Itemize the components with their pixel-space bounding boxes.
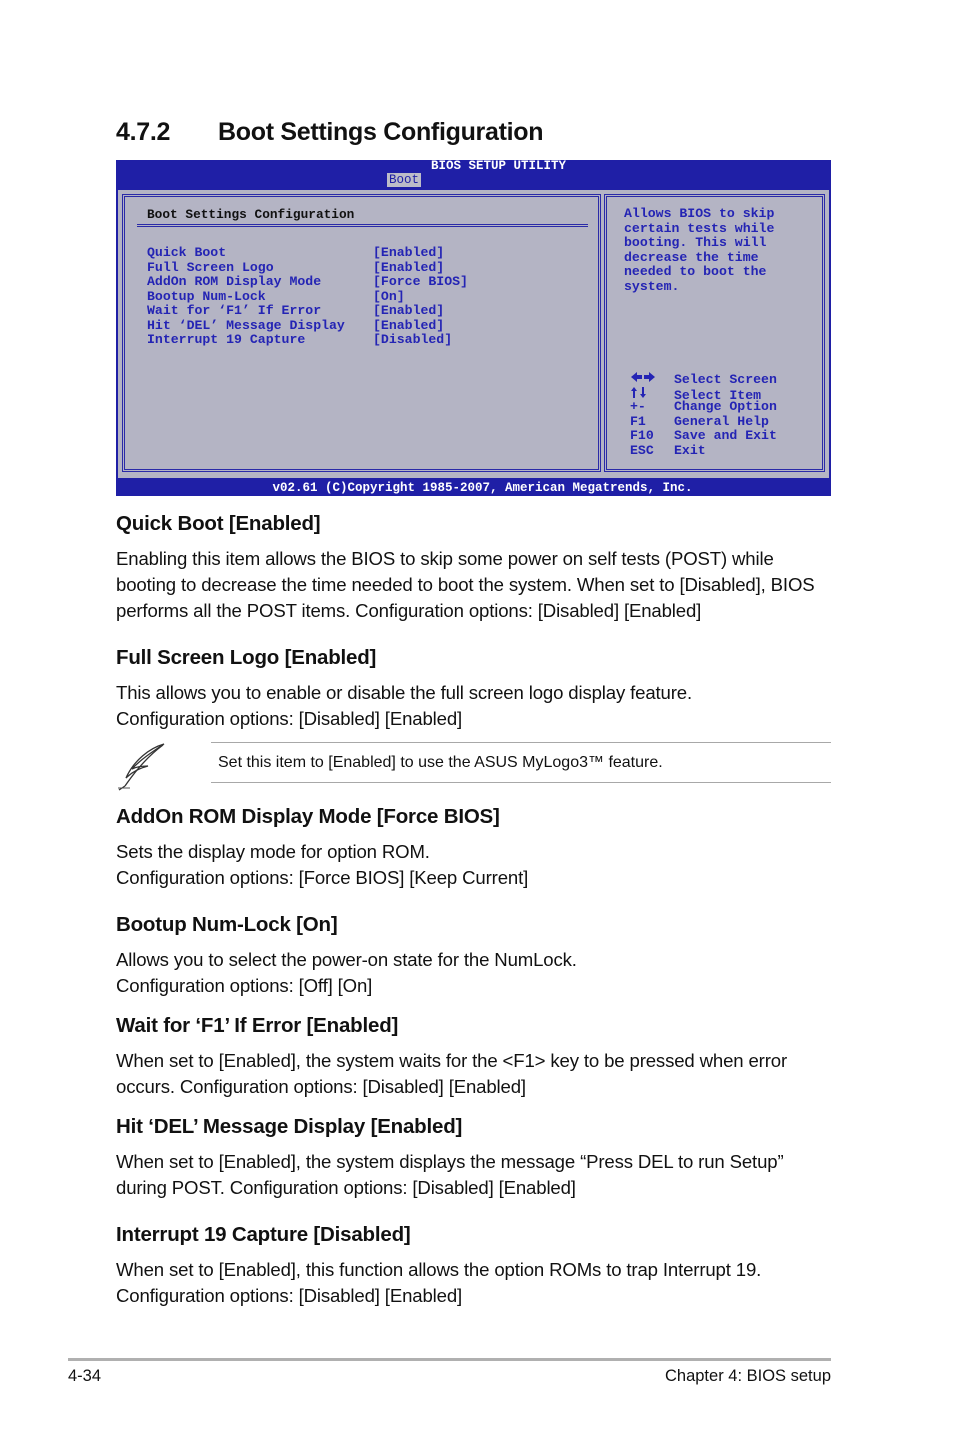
section-heading: Hit ‘DEL’ Message Display [Enabled] bbox=[116, 1115, 463, 1138]
section-heading: AddOn ROM Display Mode [Force BIOS] bbox=[116, 805, 500, 828]
section-full-screen-logo bbox=[116, 646, 836, 732]
bios-header bbox=[116, 160, 831, 188]
section-title-text: Boot Settings Configuration bbox=[218, 118, 544, 146]
bios-item-quick-boot[interactable] bbox=[147, 246, 468, 261]
bios-item-hit-del-message[interactable] bbox=[147, 319, 468, 334]
key-row-change-option bbox=[630, 400, 777, 415]
key-label: F10 bbox=[630, 428, 654, 443]
page-number: 4-34 bbox=[68, 1367, 102, 1385]
bios-item-value: [Enabled] bbox=[373, 259, 445, 275]
section-body: When set to [Enabled], this function allows the option ROMs to trap Interrupt 19. Configuration options: [Disabled] [Enabled] bbox=[116, 1259, 762, 1306]
bios-item-value: [Enabled] bbox=[373, 317, 445, 333]
key-row-select-screen bbox=[630, 371, 777, 386]
bios-item-label: Hit ‘DEL’ Message Display bbox=[147, 317, 345, 333]
bios-item-full-screen-logo[interactable] bbox=[147, 261, 468, 276]
bios-body bbox=[118, 190, 829, 478]
bios-title: BIOS SETUP UTILITY bbox=[430, 159, 567, 173]
bios-item-label: Bootup Num-Lock bbox=[147, 288, 266, 304]
bios-item-list bbox=[147, 246, 468, 348]
section-body: Sets the display mode for option ROM. Configuration options: [Force BIOS] [Keep Current] bbox=[116, 841, 529, 888]
section-heading: Interrupt 19 Capture [Disabled] bbox=[116, 1223, 411, 1246]
section-bootup-num-lock bbox=[116, 913, 836, 999]
section-body: When set to [Enabled], the system waits for the <F1> key to be pressed when error occurs. Configuration options: [Disabled] [Enabled] bbox=[116, 1050, 787, 1097]
footer-rule bbox=[68, 1358, 831, 1361]
section-interrupt-19-capture bbox=[116, 1223, 836, 1309]
bios-item-value: [Enabled] bbox=[373, 303, 445, 318]
section-body: When set to [Enabled], the system displays the message “Press DEL to run Setup” during POST. Configuration options: [Disabled] [Enabled] bbox=[116, 1151, 784, 1198]
bios-item-value: [Disabled] bbox=[373, 332, 453, 347]
key-action: Exit bbox=[674, 442, 706, 458]
note-text: Set this item to [Enabled] to use the ASUS MyLogo3™ feature. bbox=[218, 754, 663, 771]
bios-item-label: Quick Boot bbox=[147, 245, 227, 260]
bios-item-label: Full Screen Logo bbox=[147, 259, 274, 275]
bios-item-label: AddOn ROM Display Mode bbox=[147, 274, 322, 289]
note-rule-bottom bbox=[211, 782, 831, 783]
key-action: General Help bbox=[674, 413, 769, 429]
key-label: F1 bbox=[630, 413, 646, 429]
bios-item-bootup-num-lock[interactable] bbox=[147, 290, 468, 305]
bios-item-label: Wait for ‘F1’ If Error bbox=[147, 303, 322, 318]
section-heading: Quick Boot [Enabled] bbox=[116, 512, 321, 535]
section-wait-for-f1 bbox=[116, 1014, 836, 1100]
bios-item-label: Interrupt 19 Capture bbox=[147, 332, 306, 347]
bios-item-interrupt-19-capture[interactable] bbox=[147, 333, 468, 348]
bios-settings-panel bbox=[122, 194, 601, 472]
key-row-save-exit bbox=[630, 429, 777, 444]
key-action: Change Option bbox=[674, 399, 777, 414]
section-heading: Wait for ‘F1’ If Error [Enabled] bbox=[116, 1014, 399, 1037]
section-heading: Bootup Num-Lock [On] bbox=[116, 913, 338, 936]
section-heading: Full Screen Logo [Enabled] bbox=[116, 646, 377, 669]
bios-item-value: [On] bbox=[373, 288, 405, 304]
section-addon-rom-display-mode bbox=[116, 805, 836, 891]
bios-item-wait-for-f1[interactable] bbox=[147, 304, 468, 319]
key-label: ESC bbox=[630, 442, 654, 458]
bios-screenshot bbox=[116, 160, 831, 496]
bios-tab-boot[interactable]: Boot bbox=[389, 173, 420, 187]
key-label: +- bbox=[630, 399, 646, 414]
section-quick-boot bbox=[116, 512, 836, 624]
bios-footer: v02.61 (C)Copyright 1985-2007, American Megatrends, Inc. bbox=[272, 481, 693, 495]
section-number: 4.7.2 bbox=[116, 118, 171, 146]
section-body: Allows you to select the power-on state for the NumLock. Configuration options: [Off] [On] bbox=[116, 949, 577, 996]
bios-panel-divider bbox=[137, 224, 588, 227]
note-rule-top bbox=[211, 742, 831, 743]
bios-item-value: [Enabled] bbox=[373, 245, 445, 260]
key-row-select-item bbox=[630, 386, 777, 401]
bios-item-value: [Force BIOS] bbox=[373, 274, 468, 289]
section-body: Enabling this item allows the BIOS to skip some power on self tests (POST) while booting to decrease the time needed to boot the system. When set to [Disabled], BIOS performs all the POST items. Configuration options: [Disabled] [Enabled] bbox=[116, 548, 815, 621]
key-action: Select Screen bbox=[674, 372, 777, 387]
bios-help-text: Allows BIOS to skip certain tests while booting. This will decrease the time needed to boot the system. bbox=[624, 206, 775, 294]
section-body: This allows you to enable or disable the full screen logo display feature. Configuration options: [Disabled] [Enabled] bbox=[116, 682, 692, 729]
section-hit-del-message bbox=[116, 1115, 836, 1201]
chapter-label: Chapter 4: BIOS setup bbox=[664, 1367, 831, 1385]
key-row-general-help bbox=[630, 415, 777, 430]
key-action: Select Item bbox=[674, 387, 762, 403]
bios-help-panel bbox=[604, 194, 825, 472]
bios-panel-heading: Boot Settings Configuration bbox=[147, 207, 355, 222]
key-action: Save and Exit bbox=[674, 428, 777, 443]
bios-key-legend bbox=[630, 371, 777, 458]
bios-item-addon-rom-display-mode[interactable] bbox=[147, 275, 468, 290]
note-box bbox=[116, 740, 831, 786]
section-title bbox=[116, 118, 543, 147]
feather-pen-icon bbox=[116, 742, 168, 792]
key-row-exit bbox=[630, 444, 777, 459]
